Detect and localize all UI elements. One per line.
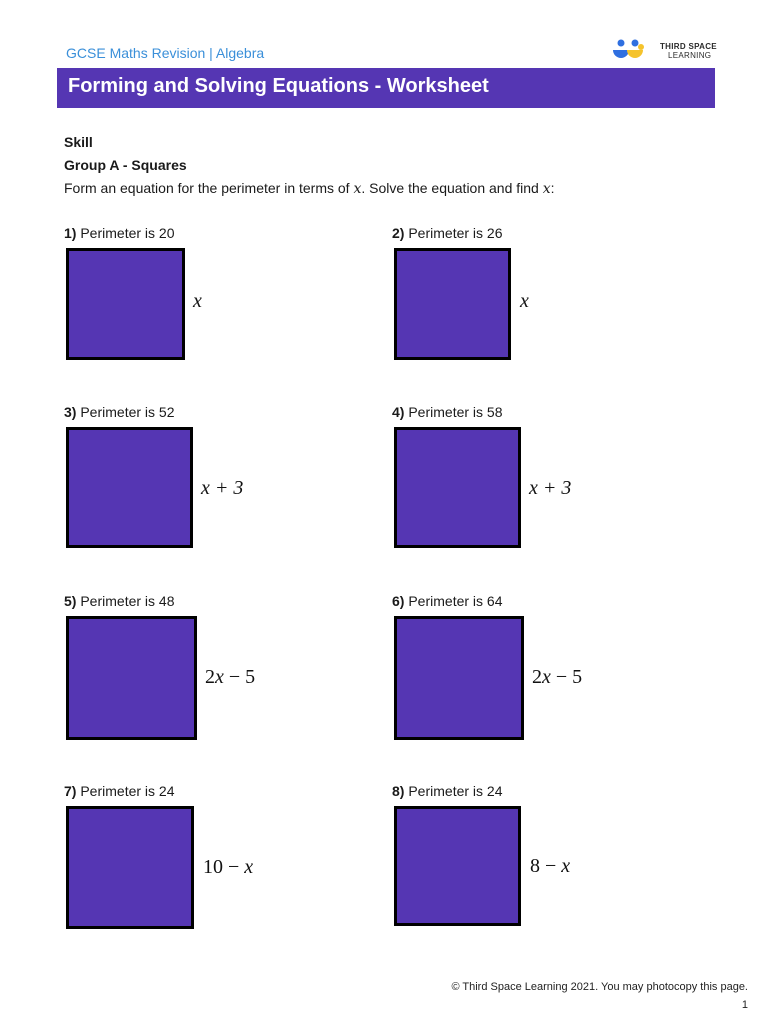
question-2-side-label: x — [520, 290, 529, 312]
question-3-text: Perimeter is 52 — [80, 404, 175, 420]
copyright-notice: © Third Space Learning 2021. You may photocopy this page. — [451, 981, 748, 993]
subject-breadcrumb: GCSE Maths Revision | Algebra — [66, 45, 265, 61]
question-5-label — [64, 593, 175, 609]
logo-mark-icon — [612, 38, 656, 64]
instruction-var-1: x — [353, 181, 362, 197]
question-6-square — [394, 616, 524, 740]
page-title: Forming and Solving Equations - Worksheet — [68, 75, 489, 97]
question-4-text: Perimeter is 58 — [408, 404, 503, 420]
title-banner — [57, 68, 715, 108]
instruction-var-2: x — [542, 181, 551, 197]
question-5-text: Perimeter is 48 — [80, 593, 175, 609]
skill-heading: Skill — [64, 134, 93, 150]
question-3-number: 3) — [64, 404, 77, 420]
question-2-text: Perimeter is 26 — [408, 225, 503, 241]
question-6-text: Perimeter is 64 — [408, 593, 503, 609]
logo-line-1: THIRD SPACE — [660, 42, 717, 51]
question-6-number: 6) — [392, 593, 405, 609]
question-8-text: Perimeter is 24 — [408, 783, 503, 799]
instructions — [64, 180, 555, 197]
question-8-square — [394, 806, 521, 926]
question-1-square — [66, 248, 185, 360]
question-6-label — [392, 593, 503, 609]
question-1-number: 1) — [64, 225, 77, 241]
question-7-label — [64, 783, 175, 799]
question-5-number: 5) — [64, 593, 77, 609]
question-7-number: 7) — [64, 783, 77, 799]
question-5-side-label: 2x − 5 — [205, 666, 256, 688]
logo-text — [660, 42, 717, 60]
question-7-square — [66, 806, 194, 929]
question-4-number: 4) — [392, 404, 405, 420]
question-1-side-label: x — [193, 290, 202, 312]
question-7-text: Perimeter is 24 — [80, 783, 175, 799]
question-3-side-label: x + 3 — [201, 477, 244, 499]
question-8-side-label: 8 − x — [530, 855, 571, 877]
question-2-label — [392, 225, 503, 241]
instruction-text-2: . Solve the equation and find — [361, 180, 543, 196]
question-1-text: Perimeter is 20 — [80, 225, 175, 241]
question-3-square — [66, 427, 193, 548]
question-6-side-label: 2x − 5 — [532, 666, 583, 688]
question-2-square — [394, 248, 511, 360]
question-4-side-label: x + 3 — [529, 477, 572, 499]
question-8-number: 8) — [392, 783, 405, 799]
question-7-side-label: 10 − x — [203, 856, 254, 878]
group-heading: Group A - Squares — [64, 157, 187, 173]
question-5-square — [66, 616, 197, 740]
third-space-learning-logo — [612, 38, 732, 64]
question-3-label — [64, 404, 175, 420]
question-4-square — [394, 427, 521, 548]
question-8-label — [392, 783, 503, 799]
page-number: 1 — [741, 999, 748, 1011]
logo-line-2: LEARNING — [668, 51, 712, 60]
question-2-number: 2) — [392, 225, 405, 241]
instruction-text-3: : — [550, 180, 555, 196]
instruction-text-1: Form an equation for the perimeter in terms of — [64, 180, 354, 196]
question-4-label — [392, 404, 503, 420]
question-1-label — [64, 225, 175, 241]
